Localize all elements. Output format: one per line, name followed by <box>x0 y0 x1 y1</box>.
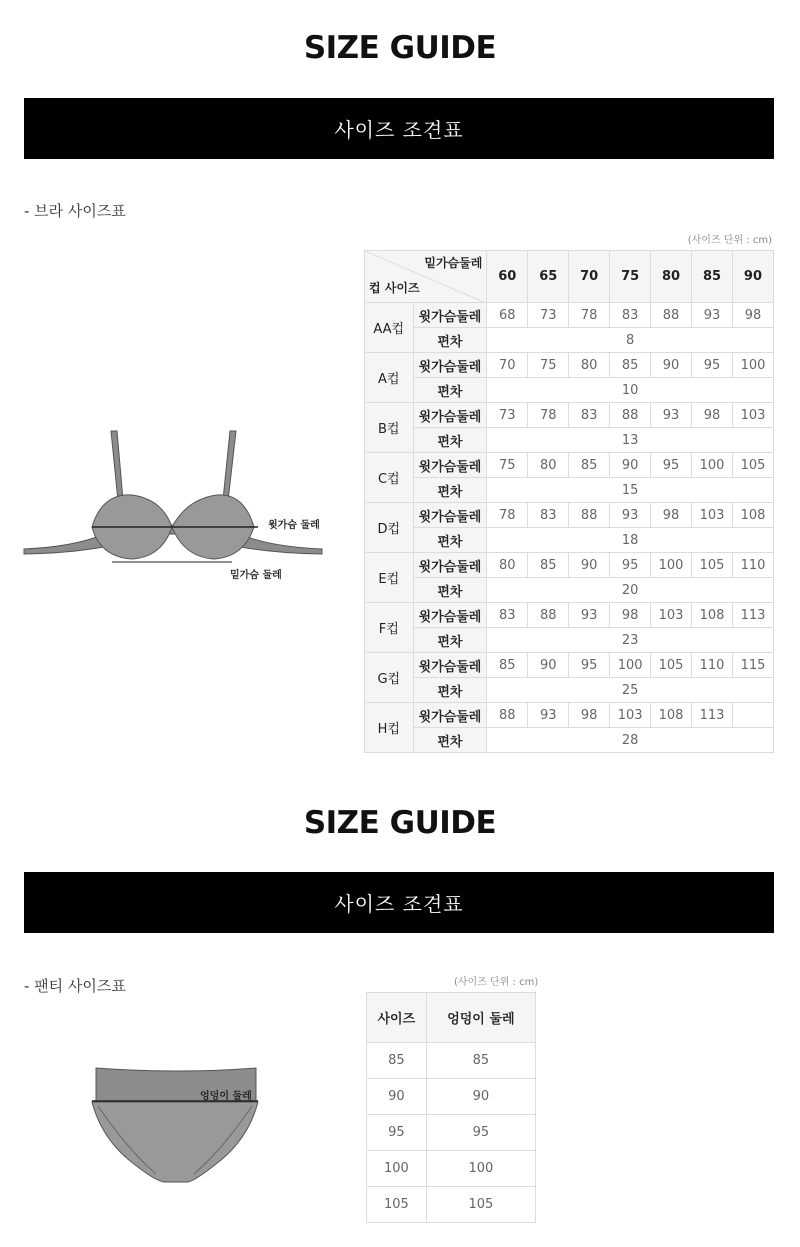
table-row <box>365 378 774 403</box>
upper-bust-row-label: 윗가슴둘레 <box>413 703 487 728</box>
upper-bust-value: 93 <box>528 703 569 728</box>
panty-size-cell: 95 <box>367 1115 427 1151</box>
diff-row-label: 편차 <box>413 328 487 353</box>
upper-bust-value: 105 <box>692 553 733 578</box>
table-row <box>365 628 774 653</box>
panty-header-cell: 엉덩이 둘레 <box>426 993 535 1043</box>
upper-bust-value: 98 <box>732 303 773 328</box>
upper-bust-value: 105 <box>651 653 692 678</box>
upper-bust-value: 100 <box>651 553 692 578</box>
diff-row-label: 편차 <box>413 678 487 703</box>
diff-row-label: 편차 <box>413 578 487 603</box>
diff-value: 15 <box>487 478 774 503</box>
upper-bust-value: 75 <box>528 353 569 378</box>
band-size-header: 60 <box>487 251 528 303</box>
diff-row-label: 편차 <box>413 728 487 753</box>
upper-bust-value: 105 <box>732 453 773 478</box>
upper-bust-row-label: 윗가슴둘레 <box>413 653 487 678</box>
upper-bust-value: 113 <box>692 703 733 728</box>
upper-bust-value: 83 <box>569 403 610 428</box>
upper-bust-value: 95 <box>692 353 733 378</box>
upper-bust-value: 75 <box>487 453 528 478</box>
upper-bust-value <box>732 703 773 728</box>
panty-size-cell: 90 <box>367 1079 427 1115</box>
upper-bust-value: 100 <box>732 353 773 378</box>
upper-bust-row-label: 윗가슴둘레 <box>413 403 487 428</box>
upper-bust-value: 103 <box>732 403 773 428</box>
band-size-header: 65 <box>528 251 569 303</box>
upper-bust-row-label: 윗가슴둘레 <box>413 603 487 628</box>
diff-value: 13 <box>487 428 774 453</box>
upper-bust-value: 85 <box>569 453 610 478</box>
upper-bust-value: 90 <box>610 453 651 478</box>
cup-size-cell: E컵 <box>365 553 414 603</box>
table-row <box>365 553 774 578</box>
panty-section-label: - 팬티 사이즈표 <box>24 977 126 995</box>
upper-bust-value: 98 <box>569 703 610 728</box>
table-row <box>365 453 774 478</box>
band-size-header: 90 <box>732 251 773 303</box>
table-row <box>365 678 774 703</box>
upper-bust-row-label: 윗가슴둘레 <box>413 453 487 478</box>
diff-value: 23 <box>487 628 774 653</box>
hip-value-cell: 100 <box>426 1151 535 1187</box>
hip-value-cell: 90 <box>426 1079 535 1115</box>
cup-size-cell: A컵 <box>365 353 414 403</box>
upper-bust-value: 80 <box>569 353 610 378</box>
panty-size-cell: 100 <box>367 1151 427 1187</box>
upper-bust-value: 68 <box>487 303 528 328</box>
bra-illustration <box>22 425 327 570</box>
upper-bust-value: 83 <box>528 503 569 528</box>
upper-bust-value: 108 <box>732 503 773 528</box>
section-banner: 사이즈 조견표 <box>24 98 774 159</box>
band-size-header: 70 <box>569 251 610 303</box>
cup-size-cell: D컵 <box>365 503 414 553</box>
table-row <box>365 603 774 628</box>
table-row <box>365 403 774 428</box>
cup-size-cell: G컵 <box>365 653 414 703</box>
upper-bust-row-label: 윗가슴둘레 <box>413 553 487 578</box>
cup-size-cell: AA컵 <box>365 303 414 353</box>
upper-bust-value: 95 <box>610 553 651 578</box>
upper-bust-value: 95 <box>569 653 610 678</box>
table-row <box>367 1187 536 1223</box>
under-bust-figure-label: 밑가슴 둘레 <box>230 570 282 581</box>
upper-bust-value: 85 <box>528 553 569 578</box>
diff-row-label: 편차 <box>413 378 487 403</box>
bra-section-label: - 브라 사이즈표 <box>24 202 126 220</box>
table-row <box>365 353 774 378</box>
panty-illustration <box>88 1064 263 1189</box>
upper-bust-value: 78 <box>528 403 569 428</box>
bra-header-row <box>365 251 774 303</box>
table-row <box>367 1115 536 1151</box>
upper-bust-value: 83 <box>610 303 651 328</box>
upper-bust-value: 110 <box>732 553 773 578</box>
upper-bust-value: 103 <box>692 503 733 528</box>
upper-bust-value: 85 <box>487 653 528 678</box>
hip-value-cell: 95 <box>426 1115 535 1151</box>
upper-bust-value: 100 <box>692 453 733 478</box>
upper-bust-value: 108 <box>692 603 733 628</box>
upper-bust-value: 85 <box>610 353 651 378</box>
diff-row-label: 편차 <box>413 478 487 503</box>
upper-bust-value: 78 <box>569 303 610 328</box>
upper-bust-value: 113 <box>732 603 773 628</box>
upper-bust-value: 98 <box>610 603 651 628</box>
table-row <box>365 303 774 328</box>
upper-bust-value: 100 <box>610 653 651 678</box>
upper-bust-value: 83 <box>487 603 528 628</box>
hip-value-cell: 85 <box>426 1043 535 1079</box>
upper-bust-value: 88 <box>610 403 651 428</box>
bra-unit-note: (사이즈 단위 : cm) <box>687 235 772 246</box>
upper-bust-row-label: 윗가슴둘레 <box>413 353 487 378</box>
upper-bust-value: 95 <box>651 453 692 478</box>
upper-bust-value: 90 <box>528 653 569 678</box>
bra-size-table <box>364 250 774 753</box>
upper-bust-value: 98 <box>651 503 692 528</box>
cup-size-cell: H컵 <box>365 703 414 753</box>
upper-bust-value: 90 <box>569 553 610 578</box>
table-row <box>365 503 774 528</box>
panty-size-cell: 85 <box>367 1043 427 1079</box>
hip-value-cell: 105 <box>426 1187 535 1223</box>
header-diagonal-cell <box>365 251 487 303</box>
band-size-header: 75 <box>610 251 651 303</box>
upper-bust-value: 88 <box>651 303 692 328</box>
diff-value: 20 <box>487 578 774 603</box>
upper-bust-value: 110 <box>692 653 733 678</box>
table-row <box>365 478 774 503</box>
table-row <box>365 703 774 728</box>
table-row <box>365 578 774 603</box>
upper-bust-value: 78 <box>487 503 528 528</box>
diff-value: 8 <box>487 328 774 353</box>
header-under-bust: 밑가슴둘레 <box>424 256 483 270</box>
upper-bust-figure-label: 윗가슴 둘레 <box>268 520 320 531</box>
diff-value: 28 <box>487 728 774 753</box>
table-row <box>367 1079 536 1115</box>
diff-row-label: 편차 <box>413 528 487 553</box>
table-row <box>365 528 774 553</box>
upper-bust-row-label: 윗가슴둘레 <box>413 303 487 328</box>
cup-size-cell: F컵 <box>365 603 414 653</box>
upper-bust-value: 103 <box>610 703 651 728</box>
upper-bust-value: 90 <box>651 353 692 378</box>
panty-unit-note: (사이즈 단위 : cm) <box>454 977 539 988</box>
table-row <box>367 1043 536 1079</box>
upper-bust-value: 88 <box>528 603 569 628</box>
upper-bust-value: 108 <box>651 703 692 728</box>
page-title: SIZE GUIDE <box>303 30 497 66</box>
page-title-2: SIZE GUIDE <box>303 805 497 841</box>
hip-figure-label: 엉덩이 둘레 <box>200 1091 252 1102</box>
upper-bust-value: 70 <box>487 353 528 378</box>
upper-bust-value: 88 <box>487 703 528 728</box>
panty-header-row <box>367 993 536 1043</box>
upper-bust-value: 73 <box>528 303 569 328</box>
diff-value: 18 <box>487 528 774 553</box>
table-row <box>365 728 774 753</box>
upper-bust-value: 115 <box>732 653 773 678</box>
header-cup-size: 컵 사이즈 <box>369 281 420 295</box>
upper-bust-value: 98 <box>692 403 733 428</box>
upper-bust-value: 80 <box>487 553 528 578</box>
table-row <box>365 428 774 453</box>
table-row <box>365 328 774 353</box>
upper-bust-value: 93 <box>569 603 610 628</box>
panty-size-table <box>366 992 536 1223</box>
upper-bust-value: 73 <box>487 403 528 428</box>
table-row <box>365 653 774 678</box>
upper-bust-value: 103 <box>651 603 692 628</box>
diff-row-label: 편차 <box>413 428 487 453</box>
panty-size-cell: 105 <box>367 1187 427 1223</box>
upper-bust-value: 88 <box>569 503 610 528</box>
cup-size-cell: B컵 <box>365 403 414 453</box>
band-size-header: 85 <box>692 251 733 303</box>
upper-bust-value: 93 <box>651 403 692 428</box>
diff-value: 10 <box>487 378 774 403</box>
cup-size-cell: C컵 <box>365 453 414 503</box>
upper-bust-value: 93 <box>610 503 651 528</box>
diff-value: 25 <box>487 678 774 703</box>
section-banner-2: 사이즈 조견표 <box>24 872 774 933</box>
table-row <box>367 1151 536 1187</box>
panty-header-cell: 사이즈 <box>367 993 427 1043</box>
upper-bust-row-label: 윗가슴둘레 <box>413 503 487 528</box>
upper-bust-value: 80 <box>528 453 569 478</box>
diff-row-label: 편차 <box>413 628 487 653</box>
upper-bust-value: 93 <box>692 303 733 328</box>
band-size-header: 80 <box>651 251 692 303</box>
